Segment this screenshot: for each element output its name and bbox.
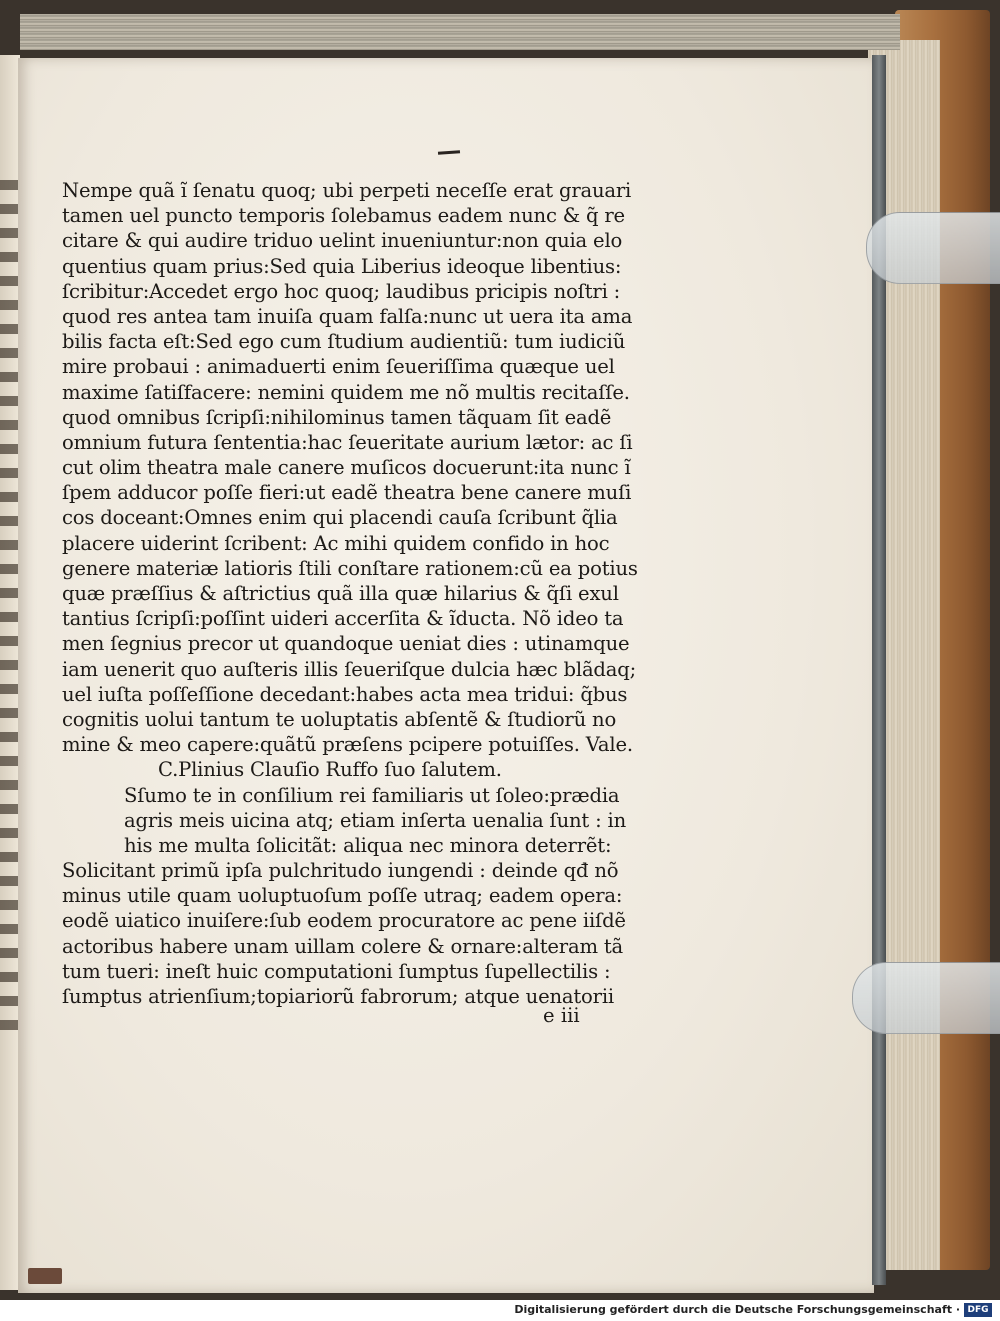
text-line: genere materiæ latioris ſtili conſtare rationem:cũ ea potius xyxy=(62,556,638,580)
text-line: bilis facta eſt:Sed ego cum ſtudium audientiũ: tum iudiciũ xyxy=(62,330,626,354)
text-line: men ſegnius precor ut quandoque ueniat dies : utinamque xyxy=(62,632,630,656)
text-line: quæ præſſius & aſtrictius quã illa quæ hilarius & q̃ſi exul xyxy=(62,582,619,605)
text-line: eodẽ uiatico inuiſere:ſub eodem procuratore ac pene iiſdẽ xyxy=(62,909,626,933)
footer-bar xyxy=(0,1300,1000,1321)
text-line: quod res antea tam inuiſa quam falſa:nunc ut uera ita ama xyxy=(62,304,633,328)
text-line: maxime ſatiſfacere: nemini quidem me nõ multis recitaſſe. xyxy=(62,380,630,404)
text-line: mine & meo capere:quãtũ præſens pcipere potuiſſes. Vale. xyxy=(62,733,633,757)
text-line: uel iuſta poſſeſſione decedant:habes acta mea tridui: q̃bus xyxy=(62,682,628,706)
text-line: tantius ſcripſi:poſſint uideri accerſita & ĩducta. Nõ ideo ta xyxy=(62,607,624,631)
text-line: cognitis uolui tantum te uoluptatis abſentẽ & ſtudiorũ no xyxy=(62,707,617,731)
text-line: minus utile quam uoluptuoſum poſſe utraq; eadem opera: xyxy=(62,884,623,908)
page-stack-top xyxy=(20,14,900,50)
letter-heading: C.Plinius Clauſio Ruffo ſuo ſalutem. xyxy=(158,758,502,782)
text-line: citare & qui audire triduo uelint inueniuntur:non quia elo xyxy=(62,229,623,253)
text-line: quentius quam prius:Sed quia Liberius ideoque libentius: xyxy=(62,254,622,278)
text-line: tum tueri: ineſt huic computationi ſumptus ſupellectilis : xyxy=(62,959,611,983)
text-line: Nempe quã ĩ ſenatu quoq; ubi perpeti neceſſe erat grauari xyxy=(62,179,632,202)
text-line: cut olim theatra male canere muſicos docuerunt:ita nunc ĩ xyxy=(62,456,631,480)
text-line: agris meis uicina atq; etiam inſerta uenalia ſunt : in xyxy=(124,808,627,832)
page-text xyxy=(62,178,638,1009)
bookmark-tab xyxy=(28,1268,62,1284)
signature-mark: e iii xyxy=(543,1004,580,1027)
text-line: omnium futura ſententia:hac ſeueritate aurium lætor: ac ſi xyxy=(62,430,633,454)
text-line: his me multa ſolicitãt: aliqua nec minora deterrẽt: xyxy=(124,833,612,857)
text-line: Sſumo te in conſilium rei familiaris ut ſoleo:prædia xyxy=(124,783,620,807)
footer-credit: Digitalisierung gefördert durch die Deutsche Forschungsgemeinschaft · xyxy=(514,1303,960,1316)
text-line: cos doceant:Omnes enim qui placendi cauſa ſcribunt q̃lia xyxy=(62,506,618,530)
text-line: tamen uel puncto temporis ſolebamus eadem nunc & q̃ re xyxy=(62,204,625,228)
page-clip-top xyxy=(866,212,1000,284)
text-line: ſpem adducor poſſe fieri:ut eadẽ theatra bene canere muſi xyxy=(62,481,632,505)
text-line: ſcribitur:Accedet ergo hoc quoq; laudibus pricipis noſtri : xyxy=(62,279,621,303)
page-clip-bottom xyxy=(852,962,1000,1034)
text-line: placere uiderint ſcribent: Ac mihi quidem confido in hoc xyxy=(62,531,610,555)
text-line: ſumptus atrienſium;topiariorũ fabrorum; atque uenatorii xyxy=(62,985,614,1008)
text-line: mire probaui : animaduerti enim ſeueriſſima quæque uel xyxy=(62,355,615,379)
text-line: iam uenerit quo auſteris illis ſeueriſque dulcia hæc blãdaq; xyxy=(62,657,637,681)
text-line: Solicitant primũ ipſa pulchritudo iungendi : deinde qđ nõ xyxy=(62,859,619,883)
text-line: actoribus habere unam uillam colere & ornare:alteram tã xyxy=(62,934,624,958)
text-line: quod omnibus ſcripſi:nihilominus tamen tãquam ſit eadẽ xyxy=(62,405,612,429)
dfg-logo: DFG xyxy=(964,1303,992,1317)
